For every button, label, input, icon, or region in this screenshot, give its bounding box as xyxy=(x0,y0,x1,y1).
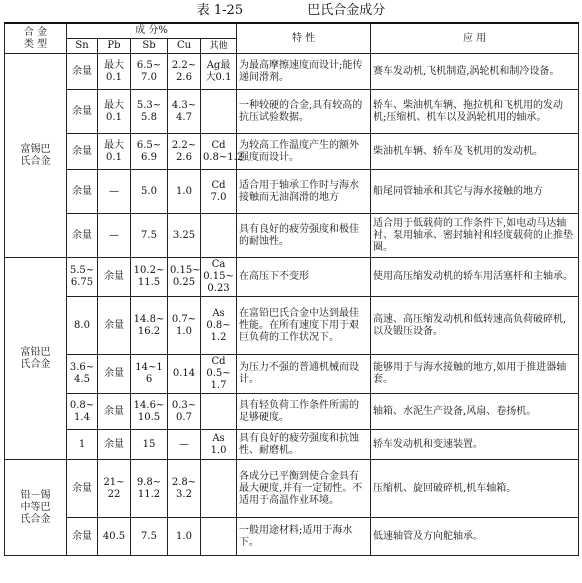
cell-sb: 15 xyxy=(131,430,168,460)
cell-pb: 余量 xyxy=(98,355,131,394)
cell-sn: 余量 xyxy=(67,170,98,214)
table-row xyxy=(5,134,579,170)
cell-other xyxy=(201,460,237,518)
cell-other: Cd 0.8~1.2 xyxy=(201,134,237,170)
table-row xyxy=(5,394,579,430)
cell-sb: 10.2~ 11.5 xyxy=(131,258,168,297)
cell-properties: 在富铅巴氏合金中达到最佳性能。在所有速度下用于艰巨负荷的工作状况下。 xyxy=(237,297,371,355)
cell-sn: 8.0 xyxy=(67,297,98,355)
table-caption: 巴氏合金成分 xyxy=(307,3,386,18)
cell-sb: 9.8~ 11.2 xyxy=(131,460,168,518)
cell-pb: 余量 xyxy=(98,430,131,460)
table-row xyxy=(5,460,579,518)
cell-sb: 14.8~ 16.2 xyxy=(131,297,168,355)
cell-properties: 具有良好的疲劳强度和极佳的耐蚀性。 xyxy=(237,214,371,258)
cell-application: 低速轴管及方向舵轴承。 xyxy=(371,518,579,556)
cell-sn: 余量 xyxy=(67,134,98,170)
cell-properties: 一种较硬的合金,具有较高的抗压试验数据。 xyxy=(237,90,371,134)
cell-cu: — xyxy=(168,430,201,460)
cell-sb: 6.5~ 6.9 xyxy=(131,134,168,170)
cell-sb: 14.6~ 10.5 xyxy=(131,394,168,430)
cell-sn: 余量 xyxy=(67,90,98,134)
cell-pb: 最大 0.1 xyxy=(98,90,131,134)
table-row xyxy=(5,214,579,258)
cell-sn: 余量 xyxy=(67,54,98,90)
cell-sb: 7.5 xyxy=(131,214,168,258)
header-application: 应 用 xyxy=(371,23,579,54)
cell-pb: 余量 xyxy=(98,258,131,297)
alloy-group-name: 铅－锡 中等巴 氏合金 xyxy=(5,460,67,556)
cell-other: Ag最 大0.1 xyxy=(201,54,237,90)
cell-sn: 余量 xyxy=(67,518,98,556)
cell-cu: 3.25 xyxy=(168,214,201,258)
cell-other: As 0.8~ 1.2 xyxy=(201,297,237,355)
cell-application: 赛车发动机,飞机制造,涡轮机和制冷设备。 xyxy=(371,54,579,90)
cell-sb: 5.0 xyxy=(131,170,168,214)
cell-properties: 适合用于轴承工作时与海水接触而无油润滑的地方 xyxy=(237,170,371,214)
header-other: 其他 xyxy=(201,39,237,54)
cell-properties: 为较高工作温度产生的额外强度而设计。 xyxy=(237,134,371,170)
cell-properties: 在高压下不变形 xyxy=(237,258,371,297)
cell-cu: 0.7~ 1.0 xyxy=(168,297,201,355)
table-row xyxy=(5,518,579,556)
cell-pb: — xyxy=(98,214,131,258)
cell-other xyxy=(201,90,237,134)
header-sn: Sn xyxy=(67,39,98,54)
cell-other: Cd 0.5~ 1.7 xyxy=(201,355,237,394)
cell-properties: 具有轻负荷工作条件所需的足够硬度。 xyxy=(237,394,371,430)
cell-application: 柴油机车辆、轿车及飞机用的发动机。 xyxy=(371,134,579,170)
cell-cu: 2.2~ 2.6 xyxy=(168,54,201,90)
alloy-group-name: 富锡巴 氏合金 xyxy=(5,54,67,258)
cell-cu: 0.3~ 0.7 xyxy=(168,394,201,430)
cell-application: 适合用于低载荷的工作条件下,如电动马达轴衬、泵用轴承、密封轴衬和轻度载荷的止推垫圈。 xyxy=(371,214,579,258)
header-sb: Sb xyxy=(131,39,168,54)
cell-properties: 具有良好的疲劳强度和抗蚀性、耐磨机。 xyxy=(237,430,371,460)
table-row xyxy=(5,54,579,90)
cell-cu: 0.14 xyxy=(168,355,201,394)
cell-properties: 为压力不强的普通机械而设计。 xyxy=(237,355,371,394)
cell-sn: 0.8~ 1.4 xyxy=(67,394,98,430)
cell-other: Cd 7.0 xyxy=(201,170,237,214)
cell-pb: 余量 xyxy=(98,394,131,430)
cell-application: 轿车、柴油机车辆、拖拉机和飞机用的发动机;压缩机、机车以及涡轮机用的轴承。 xyxy=(371,90,579,134)
cell-application: 能够用于与海水接触的地方,如用于推进器轴套。 xyxy=(371,355,579,394)
cell-sb: 7.5 xyxy=(131,518,168,556)
cell-sn: 3.6~ 4.5 xyxy=(67,355,98,394)
cell-other xyxy=(201,214,237,258)
cell-cu: 2.8~ 3.2 xyxy=(168,460,201,518)
table-title xyxy=(0,2,582,20)
cell-sn: 5.5~ 6.75 xyxy=(67,258,98,297)
cell-pb: 最大 0.1 xyxy=(98,134,131,170)
cell-properties: 各成分已平衡到使合金具有最大硬度,并有一定韧性。不适用于高温作业环境。 xyxy=(237,460,371,518)
cell-other xyxy=(201,394,237,430)
cell-cu: 2.2~ 2.6 xyxy=(168,134,201,170)
cell-sn: 余量 xyxy=(67,214,98,258)
cell-cu: 1.0 xyxy=(168,518,201,556)
cell-pb: 21~ 22 xyxy=(98,460,131,518)
table-row xyxy=(5,258,579,297)
header-alloy-type: 合 金 类 型 xyxy=(5,23,67,54)
cell-sb: 5.3~ 5.8 xyxy=(131,90,168,134)
cell-application: 船尾同管轴承和其它与海水接触的地方 xyxy=(371,170,579,214)
cell-application: 高速、高压缩发动机和低转速高负荷破碎机,以及锻压设备。 xyxy=(371,297,579,355)
cell-application: 轴箱、水泥生产设备,风扇、卷扬机。 xyxy=(371,394,579,430)
cell-application: 压缩机、旋回破碎机,机车轴箱。 xyxy=(371,460,579,518)
table-row xyxy=(5,355,579,394)
cell-pb: 余量 xyxy=(98,297,131,355)
table-row xyxy=(5,90,579,134)
alloy-composition-table xyxy=(4,22,579,556)
table-row xyxy=(5,430,579,460)
cell-pb: — xyxy=(98,170,131,214)
cell-sb: 14~1 6 xyxy=(131,355,168,394)
table-row xyxy=(5,297,579,355)
cell-other: As 1.0 xyxy=(201,430,237,460)
header-pb: Pb xyxy=(98,39,131,54)
cell-application: 轿车发动机和变速装置。 xyxy=(371,430,579,460)
cell-cu: 4.3~ 4.7 xyxy=(168,90,201,134)
cell-other xyxy=(201,518,237,556)
cell-pb: 40.5 xyxy=(98,518,131,556)
cell-pb: 最大 0.1 xyxy=(98,54,131,90)
table-number: 表 1-25 xyxy=(196,3,244,18)
table-row xyxy=(5,170,579,214)
cell-sn: 余量 xyxy=(67,460,98,518)
cell-other: Ca 0.15~ 0.23 xyxy=(201,258,237,297)
header-cu: Cu xyxy=(168,39,201,54)
table-body xyxy=(5,54,579,556)
cell-sb: 6.5~ 7.0 xyxy=(131,54,168,90)
header-composition: 成 分% xyxy=(67,23,237,39)
cell-sn: 1 xyxy=(67,430,98,460)
cell-properties: 为最高摩擦速度而设计;能传递间滑剂。 xyxy=(237,54,371,90)
cell-cu: 0.15~ 0.25 xyxy=(168,258,201,297)
cell-properties: 一般用途材料;适用于海水下。 xyxy=(237,518,371,556)
header-properties: 特 性 xyxy=(237,23,371,54)
cell-cu: 1.0 xyxy=(168,170,201,214)
cell-application: 使用高压缩发动机的轿车用活塞杆和主轴承。 xyxy=(371,258,579,297)
alloy-group-name: 富铅巴 氏合金 xyxy=(5,258,67,460)
